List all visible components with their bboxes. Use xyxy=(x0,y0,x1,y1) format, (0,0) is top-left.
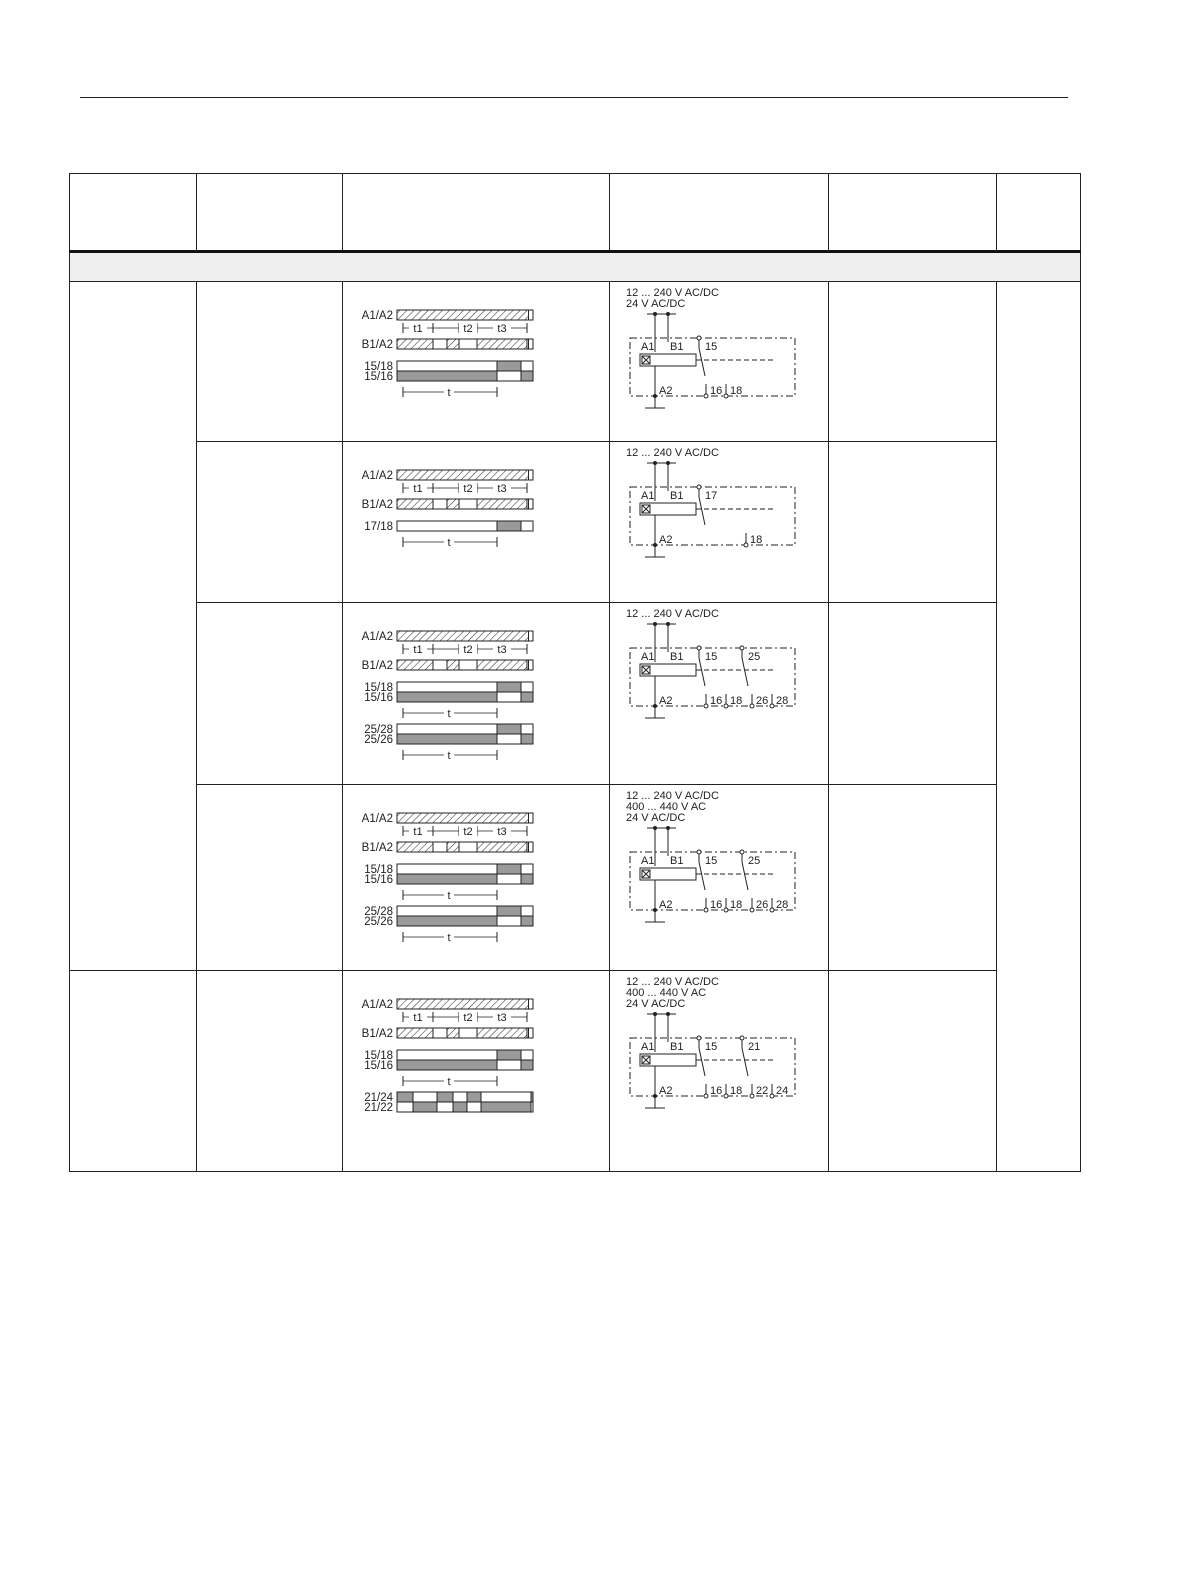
contact-bar xyxy=(521,906,533,916)
interval-label: t3 xyxy=(497,323,507,335)
supply-voltage: 12 ... 240 V AC/DC xyxy=(626,976,719,988)
signal-bar xyxy=(529,842,534,852)
signal-bar xyxy=(529,813,534,823)
signal-pulse xyxy=(447,660,459,670)
signal-pulse xyxy=(397,1028,433,1038)
terminal-label: A2 xyxy=(659,695,673,707)
spec-table xyxy=(69,173,1081,1172)
contact-pulse xyxy=(397,1102,413,1112)
side-cell xyxy=(997,282,1081,1172)
contact-bar-on xyxy=(497,682,521,692)
t-label: t xyxy=(447,537,451,549)
group-cell-2 xyxy=(70,971,197,1172)
contact-bar-on xyxy=(497,724,521,734)
terminal-label: 16 xyxy=(710,695,723,707)
junction-dot xyxy=(666,1012,670,1016)
terminal-dot xyxy=(740,850,744,854)
terminal-dot xyxy=(697,336,701,340)
terminal-label: A1 xyxy=(641,651,655,663)
track-label: B1/A2 xyxy=(361,842,393,854)
signal-pulse xyxy=(433,842,447,852)
terminal-label: 21 xyxy=(748,1041,761,1053)
terminal-label: 15 xyxy=(705,651,718,663)
terminal-dot xyxy=(697,646,701,650)
timing-cell xyxy=(343,785,610,971)
header-cell-4 xyxy=(610,174,829,252)
terminal-label: 18 xyxy=(730,385,743,397)
type-cell xyxy=(197,282,343,442)
type-cell xyxy=(197,971,343,1172)
contact-bar xyxy=(397,1050,497,1060)
terminal-label: 16 xyxy=(710,899,723,911)
contact-bar xyxy=(521,724,533,734)
terminal-label: 24 xyxy=(776,1085,789,1097)
track-label: 15/18 xyxy=(364,864,393,876)
t-label: t xyxy=(447,932,451,944)
table-row xyxy=(70,603,1081,785)
terminal-dot xyxy=(724,1094,728,1098)
circuit-cell xyxy=(610,603,829,785)
timing-diagram xyxy=(343,971,609,1170)
track-label: 15/16 xyxy=(364,874,393,886)
order-cell xyxy=(829,282,997,442)
contact-pulse xyxy=(531,1092,533,1102)
contact-pulse xyxy=(467,1092,481,1102)
signal-pulse xyxy=(477,339,527,349)
table-row xyxy=(70,282,1081,442)
terminal-dot xyxy=(770,908,774,912)
supply-voltage: 24 V AC/DC xyxy=(626,812,686,824)
contact-bar xyxy=(497,874,521,884)
contact-bar xyxy=(521,361,533,371)
terminal-dot xyxy=(770,704,774,708)
signal-pulse xyxy=(459,660,477,670)
terminal-label: 17 xyxy=(705,490,718,502)
terminal-label: 18 xyxy=(730,695,743,707)
type-cell xyxy=(197,603,343,785)
signal-bar xyxy=(397,631,529,641)
track-label: 25/28 xyxy=(364,724,393,736)
junction-dot xyxy=(653,908,657,912)
junction-dot xyxy=(653,622,657,626)
terminal-label: A1 xyxy=(641,490,655,502)
terminal-label: 16 xyxy=(710,385,723,397)
interval-label: t3 xyxy=(497,1012,507,1024)
track-label: B1/A2 xyxy=(361,499,393,511)
terminal-dot xyxy=(724,394,728,398)
interval-label: t2 xyxy=(463,644,473,656)
terminal-label: 16 xyxy=(710,1085,723,1097)
interval-label: t3 xyxy=(497,826,507,838)
contact-bar xyxy=(397,864,497,874)
terminal-label: 15 xyxy=(705,341,718,353)
terminal-label: B1 xyxy=(670,490,684,502)
terminal-dot xyxy=(704,1094,708,1098)
circuit-diagram xyxy=(610,603,828,783)
terminal-label: 25 xyxy=(748,651,761,663)
signal-bar xyxy=(529,1028,534,1038)
interval-label: t1 xyxy=(413,1012,423,1024)
order-cell xyxy=(829,603,997,785)
signal-bar xyxy=(529,470,534,480)
signal-bar xyxy=(529,631,534,641)
supply-voltage: 24 V AC/DC xyxy=(626,298,686,310)
terminal-dot xyxy=(750,908,754,912)
signal-pulse xyxy=(477,660,527,670)
terminal-label: 15 xyxy=(705,855,718,867)
junction-dot xyxy=(666,826,670,830)
header-cell-5 xyxy=(829,174,997,252)
terminal-dot xyxy=(750,704,754,708)
interval-label: t1 xyxy=(413,323,423,335)
terminal-dot xyxy=(750,1094,754,1098)
contact-bar xyxy=(497,1060,521,1070)
circuit-diagram xyxy=(610,442,828,601)
contact-bar xyxy=(521,521,533,531)
signal-pulse xyxy=(433,339,447,349)
terminal-label: A1 xyxy=(641,855,655,867)
signal-pulse xyxy=(459,842,477,852)
signal-pulse xyxy=(397,660,433,670)
contact-bar-on xyxy=(521,916,533,926)
terminal-label: B1 xyxy=(670,651,684,663)
timing-diagram xyxy=(343,442,609,601)
track-label: 15/18 xyxy=(364,361,393,373)
contact-bar-on xyxy=(521,874,533,884)
terminal-label: B1 xyxy=(670,1041,684,1053)
terminal-dot xyxy=(697,1036,701,1040)
supply-voltage: 400 ... 440 V AC xyxy=(626,801,707,813)
track-label: 21/24 xyxy=(364,1092,393,1104)
signal-pulse xyxy=(447,842,459,852)
signal-pulse xyxy=(477,842,527,852)
contact-pulse xyxy=(481,1092,531,1102)
junction-dot xyxy=(653,394,657,398)
terminal-label: A2 xyxy=(659,899,673,911)
contact-bar-on xyxy=(521,692,533,702)
signal-pulse xyxy=(459,499,477,509)
signal-bar xyxy=(397,470,529,480)
contact-pulse xyxy=(453,1092,467,1102)
terminal-label: 26 xyxy=(756,695,769,707)
track-label: 15/16 xyxy=(364,1060,393,1072)
interval-label: t3 xyxy=(497,483,507,495)
contact-bar-on xyxy=(521,371,533,381)
contact-bar-on xyxy=(397,874,497,884)
signal-pulse xyxy=(397,499,433,509)
track-label: B1/A2 xyxy=(361,339,393,351)
signal-pulse xyxy=(433,1028,447,1038)
track-label: 25/26 xyxy=(364,916,393,928)
contact-bar-on xyxy=(397,734,497,744)
signal-pulse xyxy=(477,499,527,509)
contact-bar-on xyxy=(497,1050,521,1060)
signal-bar xyxy=(397,813,529,823)
signal-bar xyxy=(529,310,534,320)
contact-bar xyxy=(521,682,533,692)
terminal-label: 18 xyxy=(730,1085,743,1097)
track-label: A1/A2 xyxy=(361,999,393,1011)
t-label: t xyxy=(447,387,451,399)
contact-bar xyxy=(521,864,533,874)
header-row xyxy=(70,174,1081,252)
interval-label: t2 xyxy=(463,323,473,335)
junction-dot xyxy=(653,826,657,830)
contact-bar-on xyxy=(497,864,521,874)
circuit-cell xyxy=(610,282,829,442)
supply-voltage: 24 V AC/DC xyxy=(626,998,686,1010)
supply-voltage: 400 ... 440 V AC xyxy=(626,987,707,999)
section-band xyxy=(70,252,1081,282)
terminal-label: 22 xyxy=(756,1085,769,1097)
order-cell xyxy=(829,971,997,1172)
contact-bar xyxy=(397,906,497,916)
track-label: 15/16 xyxy=(364,692,393,704)
circuit-cell xyxy=(610,971,829,1172)
signal-bar xyxy=(529,999,534,1009)
contact-bar-on xyxy=(397,916,497,926)
contact-bar xyxy=(497,916,521,926)
header-cell-1 xyxy=(70,174,197,252)
junction-dot xyxy=(653,1012,657,1016)
order-cell xyxy=(829,785,997,971)
signal-pulse xyxy=(433,660,447,670)
signal-bar xyxy=(529,660,534,670)
terminal-dot xyxy=(740,646,744,650)
terminal-label: A1 xyxy=(641,341,655,353)
interval-label: t3 xyxy=(497,644,507,656)
contact-bar-on xyxy=(497,361,521,371)
contact-bar-on xyxy=(521,1060,533,1070)
supply-voltage: 12 ... 240 V AC/DC xyxy=(626,447,719,459)
junction-dot xyxy=(666,312,670,316)
supply-voltage: 12 ... 240 V AC/DC xyxy=(626,790,719,802)
timing-cell xyxy=(343,282,610,442)
signal-pulse xyxy=(433,499,447,509)
junction-dot xyxy=(653,704,657,708)
terminal-label: 18 xyxy=(730,899,743,911)
interval-label: t1 xyxy=(413,483,423,495)
terminal-label: 15 xyxy=(705,1041,718,1053)
contact-pulse xyxy=(413,1092,437,1102)
supply-voltage: 12 ... 240 V AC/DC xyxy=(626,287,719,299)
track-label: 15/18 xyxy=(364,682,393,694)
signal-pulse xyxy=(447,499,459,509)
terminal-dot xyxy=(724,908,728,912)
contact-bar-on xyxy=(397,371,497,381)
contact-pulse xyxy=(437,1092,453,1102)
terminal-label: 25 xyxy=(748,855,761,867)
supply-voltage: 12 ... 240 V AC/DC xyxy=(626,608,719,620)
track-label: A1/A2 xyxy=(361,631,393,643)
contact-bar xyxy=(397,521,497,531)
track-label: 21/22 xyxy=(364,1102,393,1114)
terminal-dot xyxy=(744,543,748,547)
contact-bar xyxy=(497,734,521,744)
terminal-label: 18 xyxy=(750,534,763,546)
t-label: t xyxy=(447,1076,451,1088)
terminal-dot xyxy=(770,1094,774,1098)
type-cell xyxy=(197,785,343,971)
junction-dot xyxy=(653,312,657,316)
timing-cell xyxy=(343,971,610,1172)
terminal-dot xyxy=(697,485,701,489)
circuit-diagram xyxy=(610,971,828,1170)
signal-pulse xyxy=(477,1028,527,1038)
signal-bar xyxy=(397,310,529,320)
contact-pulse xyxy=(397,1092,413,1102)
timing-diagram xyxy=(343,603,609,783)
contact-pulse xyxy=(481,1102,531,1112)
terminal-label: A2 xyxy=(659,1085,673,1097)
contact-bar xyxy=(397,724,497,734)
circuit-diagram xyxy=(610,282,828,440)
signal-bar xyxy=(529,339,534,349)
contact-pulse xyxy=(413,1102,437,1112)
signal-bar xyxy=(397,999,529,1009)
t-label: t xyxy=(447,708,451,720)
terminal-label: 26 xyxy=(756,899,769,911)
interval-label: t1 xyxy=(413,826,423,838)
contact-bar-on xyxy=(397,1060,497,1070)
header-cell-2 xyxy=(197,174,343,252)
header-cell-6 xyxy=(997,174,1081,252)
terminal-label: A2 xyxy=(659,534,673,546)
track-label: A1/A2 xyxy=(361,813,393,825)
contact-bar xyxy=(521,1050,533,1060)
circuit-cell xyxy=(610,785,829,971)
group-cell-1 xyxy=(70,282,197,971)
track-label: 25/26 xyxy=(364,734,393,746)
track-label: 15/18 xyxy=(364,1050,393,1062)
signal-pulse xyxy=(397,339,433,349)
interval-label: t2 xyxy=(463,1012,473,1024)
terminal-dot xyxy=(704,394,708,398)
junction-dot xyxy=(653,543,657,547)
timing-cell xyxy=(343,603,610,785)
terminal-dot xyxy=(697,850,701,854)
contact-bar-on xyxy=(497,521,521,531)
track-label: A1/A2 xyxy=(361,310,393,322)
signal-bar xyxy=(529,499,534,509)
contact-bar xyxy=(497,692,521,702)
circuit-diagram xyxy=(610,785,828,969)
table-row xyxy=(70,442,1081,603)
terminal-dot xyxy=(740,1036,744,1040)
timing-diagram xyxy=(343,282,609,440)
track-label: 25/28 xyxy=(364,906,393,918)
terminal-label: A2 xyxy=(659,385,673,397)
contact-pulse xyxy=(437,1102,453,1112)
signal-pulse xyxy=(447,339,459,349)
terminal-label: 28 xyxy=(776,695,789,707)
table-row xyxy=(70,971,1081,1172)
table-row xyxy=(70,785,1081,971)
track-label: B1/A2 xyxy=(361,660,393,672)
interval-label: t2 xyxy=(463,826,473,838)
contact-bar-on xyxy=(497,906,521,916)
terminal-label: B1 xyxy=(670,341,684,353)
junction-dot xyxy=(653,1094,657,1098)
junction-dot xyxy=(666,461,670,465)
terminal-label: B1 xyxy=(670,855,684,867)
t-label: t xyxy=(447,750,451,762)
type-cell xyxy=(197,442,343,603)
contact-bar-on xyxy=(521,734,533,744)
contact-bar xyxy=(397,361,497,371)
timing-cell xyxy=(343,442,610,603)
terminal-label: A1 xyxy=(641,1041,655,1053)
contact-pulse xyxy=(453,1102,467,1112)
contact-pulse xyxy=(531,1102,533,1112)
junction-dot xyxy=(666,622,670,626)
terminal-dot xyxy=(704,704,708,708)
contact-bar xyxy=(497,371,521,381)
signal-pulse xyxy=(459,339,477,349)
track-label: B1/A2 xyxy=(361,1028,393,1040)
terminal-label: 28 xyxy=(776,899,789,911)
terminal-dot xyxy=(704,908,708,912)
section-band-text xyxy=(70,252,1081,282)
interval-label: t2 xyxy=(463,483,473,495)
junction-dot xyxy=(653,461,657,465)
circuit-cell xyxy=(610,442,829,603)
signal-pulse xyxy=(447,1028,459,1038)
interval-label: t1 xyxy=(413,644,423,656)
signal-pulse xyxy=(459,1028,477,1038)
order-cell xyxy=(829,442,997,603)
track-label: A1/A2 xyxy=(361,470,393,482)
timing-diagram xyxy=(343,785,609,969)
terminal-dot xyxy=(724,704,728,708)
t-label: t xyxy=(447,890,451,902)
track-label: 15/16 xyxy=(364,371,393,383)
top-rule xyxy=(80,97,1068,98)
contact-bar xyxy=(397,682,497,692)
contact-bar-on xyxy=(397,692,497,702)
header-cell-3 xyxy=(343,174,610,252)
contact-pulse xyxy=(467,1102,481,1112)
signal-pulse xyxy=(397,842,433,852)
track-label: 17/18 xyxy=(364,521,393,533)
